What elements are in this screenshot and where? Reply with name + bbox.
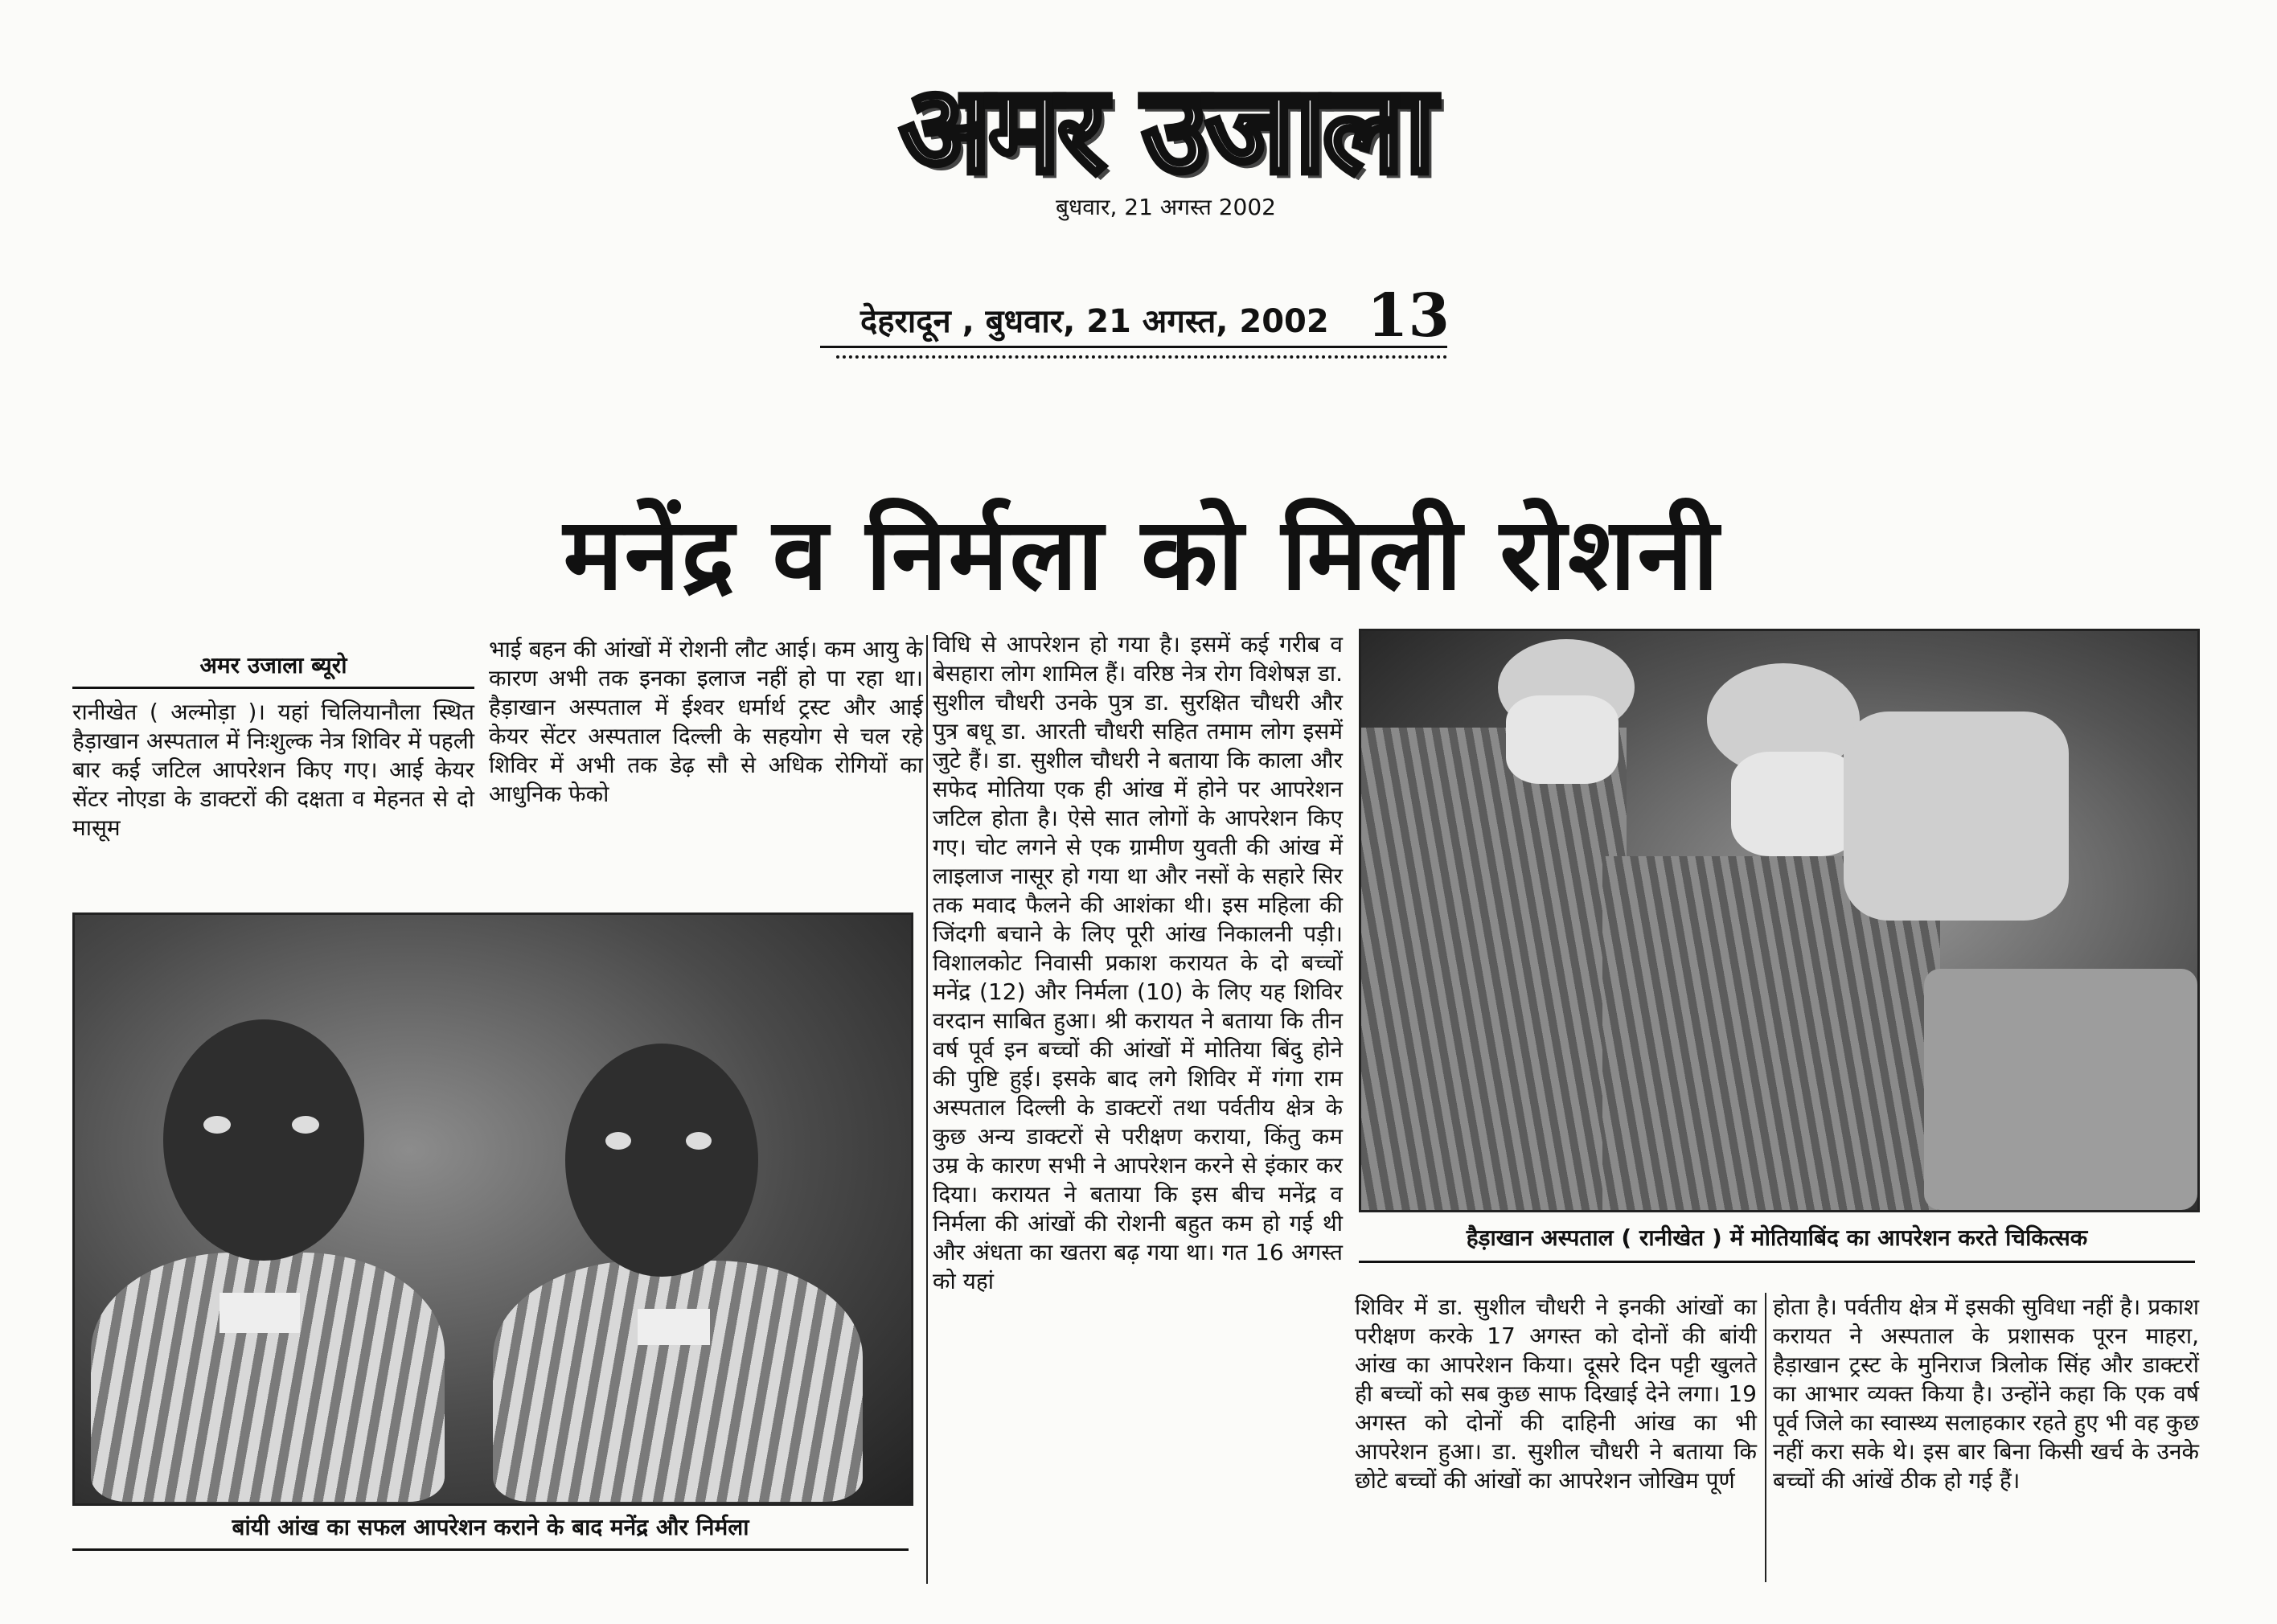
dateline-rule bbox=[820, 346, 1447, 348]
column-divider bbox=[1765, 1293, 1766, 1582]
children-photo-caption: बांयी आंख का सफल आपरेशन कराने के बाद मनेंद्र और निर्मला bbox=[232, 1514, 749, 1540]
article-column-4: शिविर में डा. सुशील चौधरी ने इनकी आंखों का परीक्षण करके 17 अगस्त को दोनों की बांयी आंख का आपरेशन किया। दूसरे दिन पट्टी खुलते ही बच्चों को सब कुछ साफ दिखाई देने लगा। 19 अगस्त को दोनों की दाहिनी आंख का भी आपरेशन हुआ। डा. सुशील चौधरी ने बताया कि छोटे बच्चों की आंखों का आपरेशन जोखिम पूर्ण bbox=[1355, 1294, 1757, 1494]
page-dateline bbox=[820, 281, 1450, 351]
boy-shawl bbox=[91, 1253, 445, 1502]
boy-face bbox=[163, 1019, 364, 1261]
column-divider bbox=[926, 635, 928, 1584]
girl-eye bbox=[686, 1132, 712, 1150]
boy-eye bbox=[203, 1116, 231, 1134]
surgical-mask bbox=[1506, 695, 1619, 784]
boy-eye bbox=[292, 1116, 319, 1134]
article-column-5: होता है। पर्वतीय क्षेत्र में इसकी सुविधा नहीं है। प्रकाश करायत ने अस्पताल के प्रशासक पूरन माहरा, हैड़ाखान ट्रस्ट के मुनिराज त्रिलोक सिंह और डाक्टरों का आभार व्यक्त किया है। उन्होंने कहा कि एक वर्ष पूर्व जिले का स्वास्थ्य सलाहकार रहते हुए भी वह कुछ नहीं करा सके थे। इस बार बिना किसी खर्च के उनके बच्चों की आंखें ठीक हो गई हैं। bbox=[1773, 1294, 2199, 1494]
article-byline: अमर उजाला ब्यूरो bbox=[199, 652, 347, 679]
dateline-dotted-rule bbox=[836, 355, 1447, 359]
newspaper-masthead: अमर उजाला bbox=[899, 60, 1433, 200]
caption-rule bbox=[1359, 1261, 2195, 1263]
article-column-1: रानीखेत ( अल्मोड़ा )। यहां चिलियानौला स्थित हैड़ाखान अस्पताल में निःशुल्क नेत्र शिविर में पहली बार कई जटिल आपरेशन किए गए। आई केयर सेंटर नोएडा के डाक्टरों की दक्षता व मेहनत से दो मासूम bbox=[72, 699, 474, 841]
surgery-photo-caption: हैड़ाखान अस्पताल ( रानीखेत ) में मोतियाबिंद का आपरेशन करते चिकित्सक bbox=[1466, 1224, 2088, 1251]
patient-drape bbox=[1924, 969, 2197, 1210]
byline-rule bbox=[72, 687, 474, 689]
surgeon-mask bbox=[1731, 752, 1860, 856]
dateline-text: देहरादून , बुधवार, 21 अगस्त, 2002 bbox=[860, 303, 1329, 340]
name-tag bbox=[638, 1309, 710, 1345]
caption-rule bbox=[72, 1548, 909, 1551]
article-column-2: भाई बहन की आंखों में रोशनी लौट आई। कम आयु के कारण अभी तक इनका इलाज नहीं हो पा रहा था। हैड़ाखान अस्पताल में ईश्वर धर्मार्थ ट्रस्ट और आई केयर सेंटर अस्पताल दिल्ली के सहयोग से चल रहे शिविर में अभी तक डेढ़ सौ से अधिक रोगियों का आधुनिक फेको bbox=[489, 636, 923, 807]
surgery-photo bbox=[1359, 629, 2200, 1212]
assistant-gown bbox=[1361, 728, 1627, 1210]
children-photo bbox=[72, 912, 913, 1506]
girl-shawl bbox=[493, 1261, 863, 1502]
name-tag bbox=[219, 1293, 300, 1333]
girl-eye bbox=[605, 1132, 631, 1150]
article-headline: मनेंद्र व निर्मला को मिली रोशनी bbox=[563, 497, 1721, 613]
masthead-date: बुधवार, 21 अगस्त 2002 bbox=[1056, 194, 1276, 220]
surgical-microscope bbox=[1844, 712, 2069, 921]
article-column-3: विधि से आपरेशन हो गया है। इसमें कई गरीब व बेसहारा लोग शामिल हैं। वरिष्ठ नेत्र रोग विशेषज्ञ डा. सुशील चौधरी उनके पुत्र डा. सुरक्षित चौधरी और पुत्र बधू डा. आरती चौधरी सहित तमाम लोग इसमें जुटे हैं। डा. सुशील चौधरी ने बताया कि काला और सफेद मोतिया एक ही आंख में होने पर आपरेशन जटिल होता है। ऐसे सात लोगों के आपरेशन किए गए। चोट लगने से एक ग्रामीण युवती की आंख में लाइलाज नासूर हो गया था और नसों के सहारे सिर तक मवाद फैलने की आशंका थी। इस महिला की जिंदगी बचाने के लिए पूरी आंख निकालनी पड़ी। विशालकोट निवासी प्रकाश करायत के दो बच्चों मनेंद्र (12) और निर्मला (10) के लिए यह शिविर वरदान साबित हुआ। श्री करायत ने बताया कि तीन वर्ष पूर्व इन बच्चों की आंखों में मोतिया बिंदु होने की पुष्टि हुई। इसके बाद लगे शिविर में गंगा राम अस्पताल दिल्ली के डाक्टरों तथा पर्वतीय क्षेत्र के कुछ अन्य डाक्टरों से परीक्षण कराया, किंतु कम उम्र के कारण सभी ने आपरेशन करने से इंकार कर दिया। करायत ने बताया कि इस बीच मनेंद्र व निर्मला की आंखों की रोशनी बहुत कम हो गई थी और अंधता का खतरा बढ़ गया था। गत 16 अगस्त को यहां bbox=[933, 631, 1343, 1294]
page-number: 13 bbox=[1367, 281, 1450, 351]
girl-face bbox=[565, 1044, 758, 1277]
